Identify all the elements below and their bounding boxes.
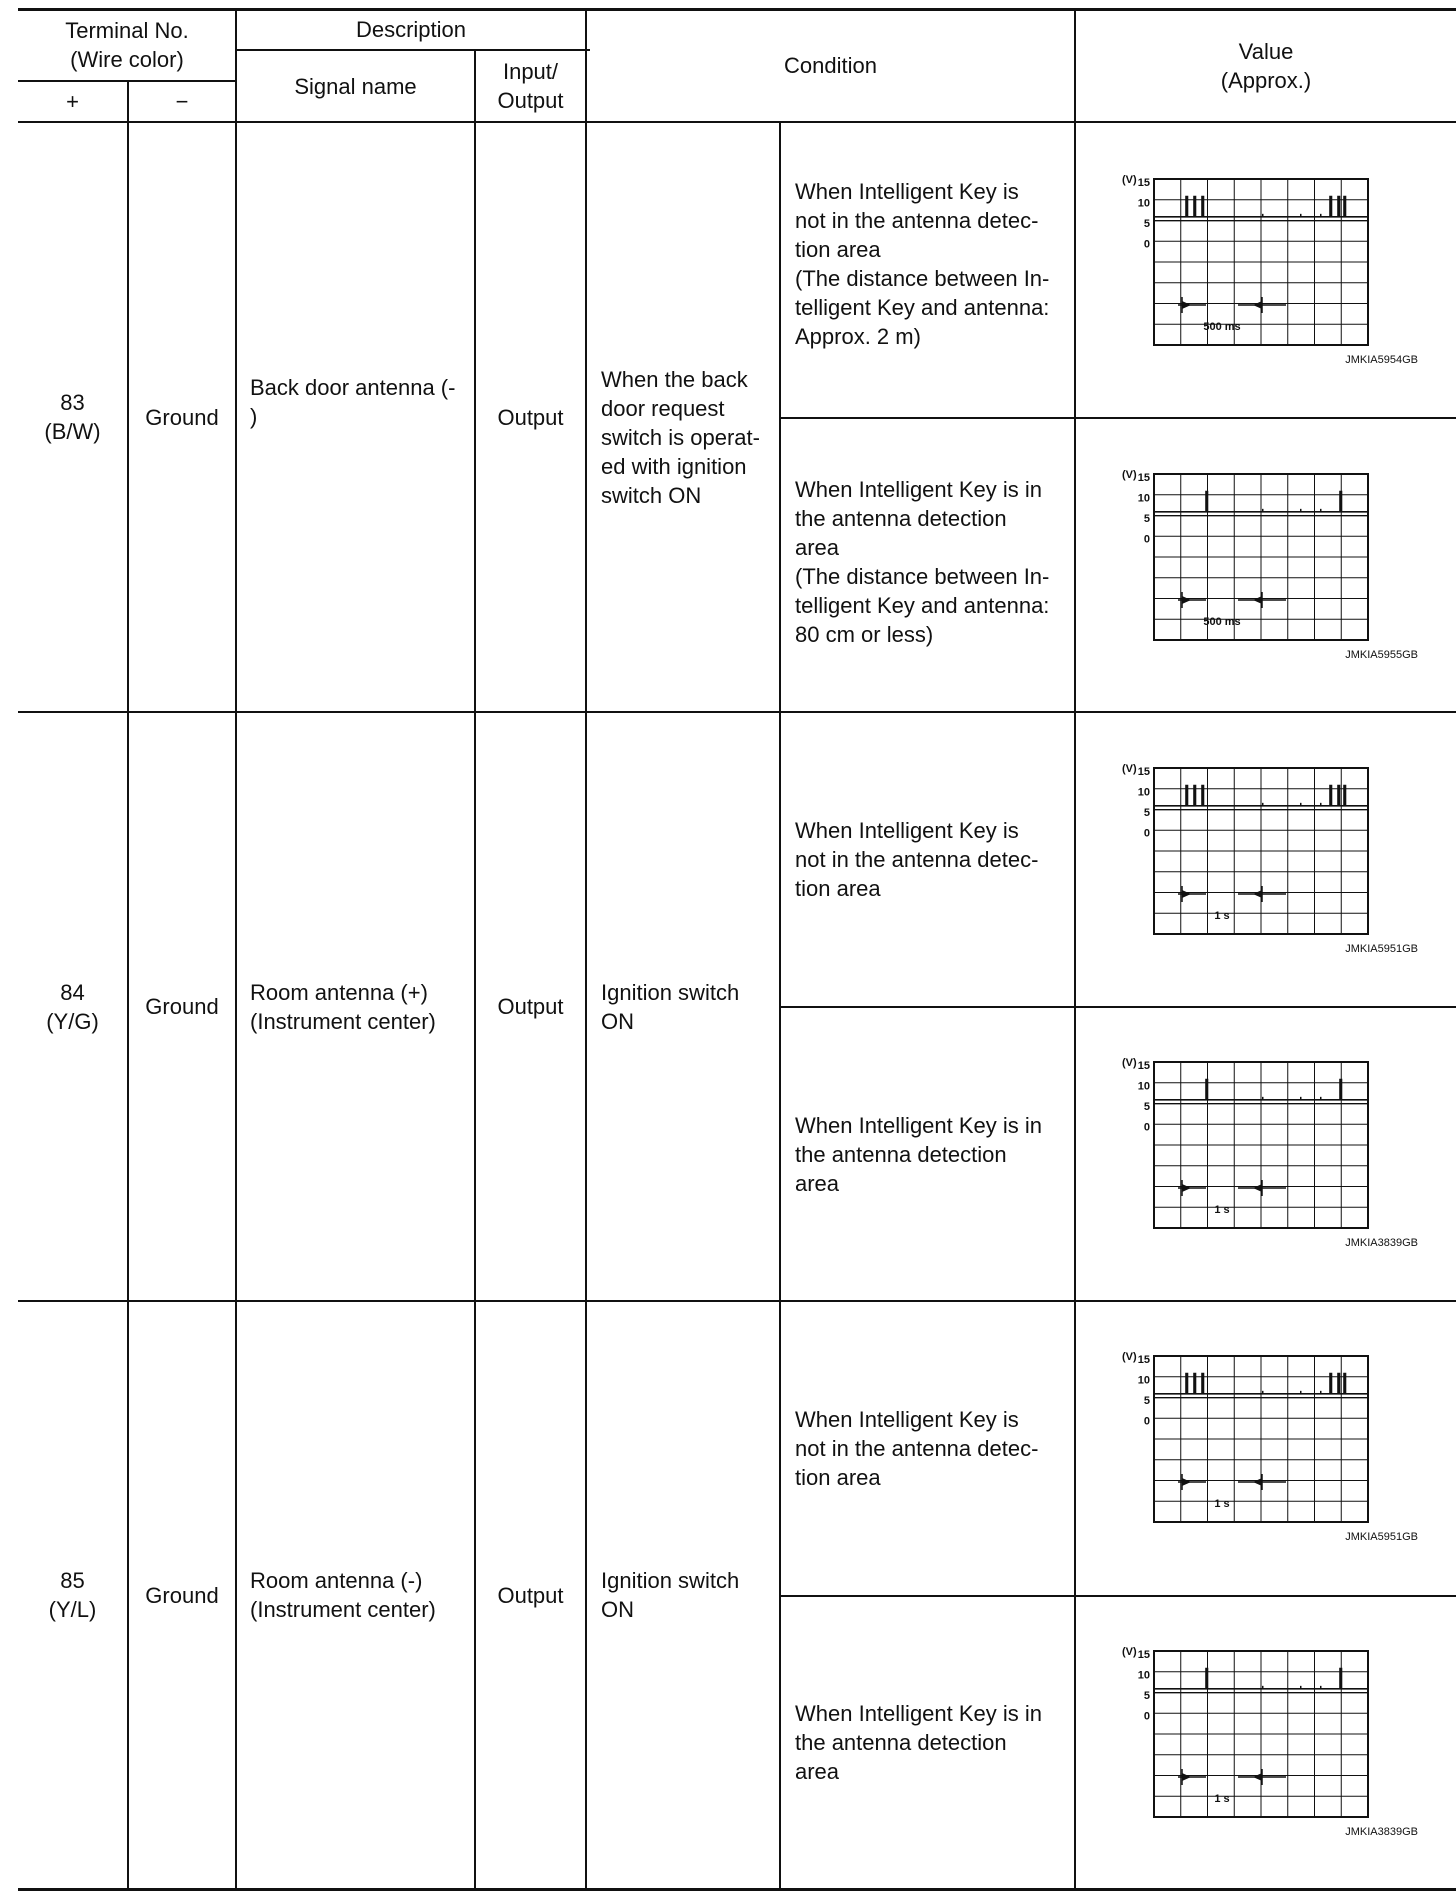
waveform-grid <box>1154 474 1368 640</box>
waveform-y-tick: 5 <box>1143 806 1150 819</box>
header-value-text: Value (Approx.) <box>1220 38 1312 93</box>
waveform-y-tick: 10 <box>1137 786 1150 799</box>
waveform-y-unit: (V) <box>1122 174 1137 186</box>
waveform-figure-code: JMKIA3839GB <box>1345 1826 1418 1837</box>
row-83-sub1-waveform <box>1110 165 1420 365</box>
waveform-arrowhead-right <box>1253 596 1262 604</box>
row-84-sub1-waveform <box>1110 754 1420 954</box>
row-84-sub2-waveform <box>1110 1048 1420 1248</box>
row-83-ground <box>129 123 235 711</box>
waveform-grid <box>1154 1062 1368 1228</box>
row-84-sub2-condition-text: When Intelligent Key is in the antenna detection area <box>795 1112 1043 1196</box>
waveform-y-tick: 5 <box>1143 512 1150 525</box>
row-85-sub2-condition <box>795 1597 1074 1888</box>
row-84-ground <box>129 713 235 1300</box>
header-condition-text: Condition <box>784 53 877 78</box>
waveform-blip <box>1300 1391 1302 1394</box>
waveform-y-tick: 15 <box>1137 472 1150 485</box>
row-83-sub2-condition <box>795 419 1074 711</box>
waveform-arrowhead-right <box>1253 890 1262 898</box>
row-84-signal <box>250 713 474 1300</box>
row-83-condition <box>601 123 779 711</box>
col-divider-condition <box>585 8 587 1889</box>
waveform-arrowhead-right <box>1253 1478 1262 1486</box>
row-85-signal <box>250 1302 474 1888</box>
row-85-condition-text: Ignition switch ON <box>601 1568 740 1622</box>
waveform-figure-code: JMKIA5951GB <box>1345 1531 1418 1542</box>
waveform-figure-code: JMKIA3839GB <box>1345 1237 1418 1248</box>
waveform-y-unit: (V) <box>1122 1351 1137 1363</box>
header-signal-name <box>237 51 474 121</box>
row-84-io <box>476 713 585 1300</box>
header-description-text: Description <box>355 17 467 42</box>
row-84-condition <box>601 713 779 1300</box>
waveform-arrowhead-left <box>1182 1184 1191 1192</box>
header-description <box>237 10 585 49</box>
waveform-time-label: 1 s <box>1214 910 1230 922</box>
waveform-blip <box>1320 1097 1322 1100</box>
row-84-sub2-condition <box>795 1008 1074 1300</box>
header-condition <box>587 10 1074 121</box>
waveform-time-label: 1 s <box>1214 1498 1230 1510</box>
waveform-y-tick: 15 <box>1137 766 1150 779</box>
waveform-time-label: 1 s <box>1214 1793 1230 1805</box>
table-bottom-border <box>18 1888 1456 1891</box>
row-85-sub1-condition <box>795 1302 1074 1595</box>
waveform-y-unit: (V) <box>1122 763 1137 775</box>
waveform-svg <box>1110 754 1420 954</box>
header-plus <box>18 82 127 121</box>
waveform-time-label: 500 ms <box>1203 321 1241 333</box>
waveform-y-tick: 10 <box>1137 492 1150 505</box>
row-84-condition-text: Ignition switch ON <box>601 979 740 1034</box>
waveform-blip <box>1262 214 1264 217</box>
waveform-arrowhead-right <box>1253 1184 1262 1192</box>
waveform-y-tick: 0 <box>1143 1121 1150 1134</box>
col-divider-value <box>1074 8 1076 1889</box>
row-84-sub1-condition <box>795 713 1074 1006</box>
row-84-ground-text: Ground <box>145 994 219 1019</box>
col-divider-subcondition <box>779 121 781 1889</box>
header-minus <box>129 82 235 121</box>
row-85-signal-text: Room antenna (-) (Instrument center) <box>250 1568 436 1622</box>
waveform-blip <box>1320 803 1322 806</box>
waveform-y-tick: 10 <box>1137 1669 1150 1682</box>
row-83-condition-text: When the back door request switch is operat- ed with ignition switch ON <box>601 366 760 508</box>
waveform-arrowhead-right <box>1253 301 1262 309</box>
header-signal-name-text: Signal name <box>294 73 417 99</box>
row-83-terminal-text: 83 (B/W) <box>44 390 101 444</box>
waveform-y-tick: 10 <box>1137 1374 1150 1387</box>
row-84-terminal-text: 84 (Y/G) <box>46 979 99 1034</box>
waveform-y-unit: (V) <box>1122 469 1137 481</box>
header-input-output <box>476 51 585 121</box>
waveform-y-tick: 0 <box>1143 1415 1150 1428</box>
waveform-arrowhead-left <box>1182 1478 1191 1486</box>
row-83-sub2-waveform <box>1110 460 1420 660</box>
row-85-terminal <box>18 1302 127 1888</box>
waveform-blip <box>1262 1686 1264 1689</box>
waveform-y-tick: 15 <box>1137 1649 1150 1662</box>
waveform-svg <box>1110 165 1420 365</box>
waveform-blip <box>1300 1686 1302 1689</box>
waveform-y-tick: 5 <box>1143 1689 1150 1702</box>
waveform-svg <box>1110 1342 1420 1542</box>
waveform-figure-code: JMKIA5955GB <box>1345 649 1418 660</box>
waveform-arrowhead-left <box>1182 301 1191 309</box>
header-input-output-text: Input/ Output <box>497 59 564 113</box>
row-85-terminal-text: 85 (Y/L) <box>48 1568 97 1622</box>
waveform-blip <box>1262 803 1264 806</box>
waveform-y-tick: 0 <box>1143 533 1150 546</box>
waveform-figure-code: JMKIA5951GB <box>1345 943 1418 954</box>
waveform-y-tick: 5 <box>1143 1100 1150 1113</box>
waveform-y-unit: (V) <box>1122 1646 1137 1658</box>
header-plus-text: + <box>66 89 79 114</box>
row-85-ground <box>129 1302 235 1888</box>
row-85-sub1-condition-text: When Intelligent Key is not in the antenna detec- tion area <box>795 1407 1039 1490</box>
waveform-time-label: 500 ms <box>1203 616 1241 628</box>
row-83-sub1-condition <box>795 123 1074 417</box>
row-83-signal <box>250 123 474 711</box>
header-minus-text: − <box>175 89 189 114</box>
waveform-arrowhead-left <box>1182 596 1191 604</box>
waveform-blip <box>1300 803 1302 806</box>
row-85-io-text: Output <box>497 1582 564 1608</box>
waveform-svg <box>1110 460 1420 660</box>
row-84-signal-text: Room antenna (+) (Instrument center) <box>250 979 436 1034</box>
waveform-blip <box>1262 509 1264 512</box>
waveform-y-tick: 15 <box>1137 1354 1150 1367</box>
row-84-sub1-condition-text: When Intelligent Key is not in the antenna detec- tion area <box>795 818 1039 901</box>
row-83-terminal <box>18 123 127 711</box>
row-85-ground-text: Ground <box>145 1582 219 1608</box>
header-terminal-no <box>18 10 236 80</box>
header-terminal-no-text: Terminal No. (Wire color) <box>65 18 189 72</box>
waveform-arrowhead-left <box>1182 1773 1191 1781</box>
row-85-io <box>476 1302 585 1888</box>
row-83-sub1-condition-text: When Intelligent Key is not in the antenna detec- tion area (The distance between In- telligent Key and antenna: Approx. 2 m) <box>795 179 1050 349</box>
row-85-condition <box>601 1302 779 1888</box>
row-85-sub1-waveform <box>1110 1342 1420 1542</box>
waveform-y-tick: 15 <box>1137 1060 1150 1073</box>
waveform-blip <box>1320 1391 1322 1394</box>
waveform-svg <box>1110 1637 1420 1837</box>
row-85-sub2-waveform <box>1110 1637 1420 1837</box>
waveform-grid <box>1154 1651 1368 1817</box>
row-83-ground-text: Ground <box>145 404 219 430</box>
waveform-y-tick: 15 <box>1137 177 1150 190</box>
waveform-blip <box>1320 214 1322 217</box>
header-value <box>1076 10 1456 121</box>
waveform-arrowhead-left <box>1182 890 1191 898</box>
row-84-io-text: Output <box>497 994 564 1019</box>
row-83-signal-text: Back door antenna (- ) <box>250 375 456 429</box>
waveform-y-tick: 0 <box>1143 827 1150 840</box>
waveform-arrowhead-right <box>1253 1773 1262 1781</box>
waveform-blip <box>1300 214 1302 217</box>
waveform-y-tick: 0 <box>1143 1710 1150 1723</box>
row-84-terminal <box>18 713 127 1300</box>
col-divider-signal <box>235 8 237 1889</box>
waveform-time-label: 1 s <box>1214 1204 1230 1216</box>
waveform-svg <box>1110 1048 1420 1248</box>
waveform-figure-code: JMKIA5954GB <box>1345 354 1418 365</box>
waveform-y-tick: 10 <box>1137 197 1150 210</box>
waveform-blip <box>1262 1391 1264 1394</box>
waveform-y-tick: 5 <box>1143 1394 1150 1407</box>
waveform-blip <box>1262 1097 1264 1100</box>
row-85-sub2-condition-text: When Intelligent Key is in the antenna detection area <box>795 1701 1043 1784</box>
waveform-blip <box>1320 509 1322 512</box>
row-83-io-text: Output <box>497 404 564 430</box>
waveform-blip <box>1300 509 1302 512</box>
waveform-y-tick: 0 <box>1143 238 1150 251</box>
waveform-blip <box>1300 1097 1302 1100</box>
row-83-io <box>476 123 585 711</box>
waveform-blip <box>1320 1686 1322 1689</box>
waveform-y-tick: 10 <box>1137 1080 1150 1093</box>
row-83-sub2-condition-text: When Intelligent Key is in the antenna detection area (The distance between In- telligent Key and antenna: 80 cm or less) <box>795 477 1050 647</box>
waveform-y-unit: (V) <box>1122 1057 1137 1069</box>
waveform-y-tick: 5 <box>1143 217 1150 230</box>
